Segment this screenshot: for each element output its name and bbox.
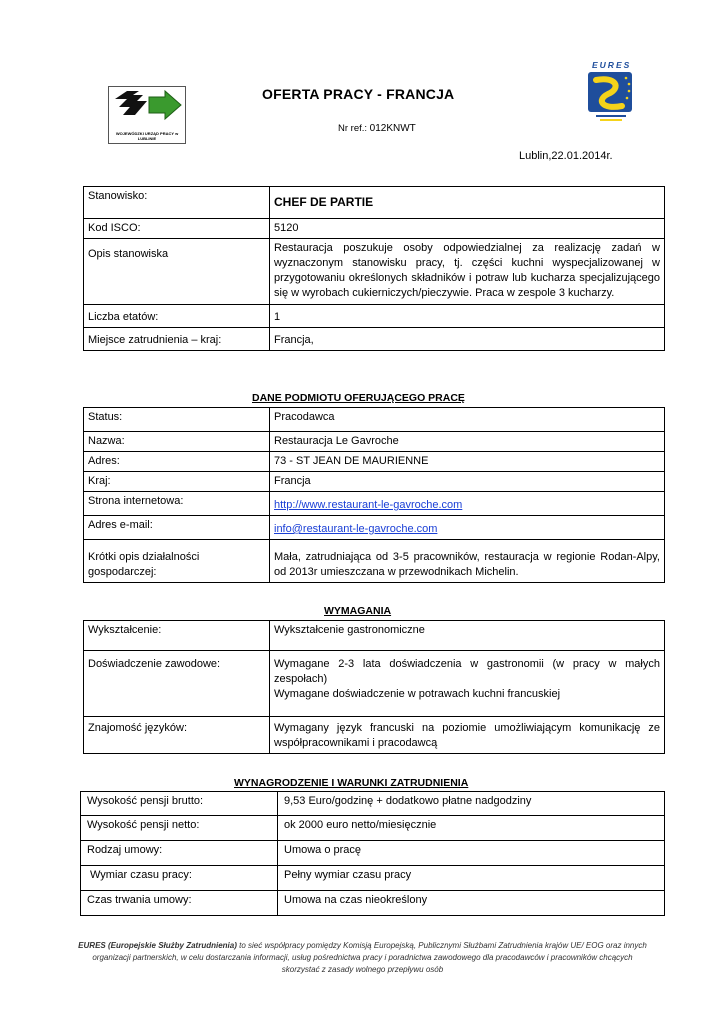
- label-cell: Kraj:: [84, 472, 270, 492]
- label-cell: Wykształcenie:: [84, 621, 270, 651]
- label-cell: Strona internetowa:: [84, 492, 270, 516]
- table-row: [84, 408, 665, 432]
- wup-lublin-logo: [108, 86, 186, 144]
- eures-wordmark: EURES: [592, 60, 632, 70]
- position-table: [83, 186, 665, 351]
- footer-note: [75, 940, 650, 976]
- value-cell: 73 - ST JEAN DE MAURIENNE: [270, 452, 665, 472]
- table-row: [81, 816, 665, 841]
- website-link[interactable]: http://www.restaurant-le-gavroche.com: [274, 499, 463, 511]
- value-cell: [270, 492, 665, 516]
- label-cell: Nazwa:: [84, 432, 270, 452]
- label-cell: Opis stanowiska: [84, 239, 270, 305]
- table-row: [84, 432, 665, 452]
- table-row: [84, 187, 665, 219]
- table-row: [84, 651, 665, 717]
- salary-section-title: WYNAGRODZENIE I WARUNKI ZATRUDNIENIA: [234, 777, 469, 789]
- label-cell: Czas trwania umowy:: [81, 891, 278, 916]
- value-cell: Mała, zatrudniająca od 3-5 pracowników, restauracja w regionie Rodan-Alpy, od 2013r umieszczana w przewodnikach Michelin.: [270, 540, 665, 583]
- value-cell: Wymagany język francuski na poziomie umożliwiającym komunikację ze współpracownikami i pracodawcą: [270, 717, 665, 754]
- email-link[interactable]: info@restaurant-le-gavroche.com: [274, 523, 438, 535]
- table-row: [84, 717, 665, 754]
- value-cell: Restauracja poszukuje osoby odpowiedzialnej za realizację zadań w wyznaczonym stanowisku pracy, tj. części kuchni wyspecjalizowanej w przygotowaniu określonych składników i potraw lub kucharza specjalizującego się w wyrobach cukierniczych/pieczywie. Praca w zespole 3 kucharzy.: [270, 239, 665, 305]
- experience-text: Wymagane 2-3 lata doświadczenia w gastronomii (w pracy w małych zespołach): [274, 658, 660, 685]
- value-cell: [270, 651, 665, 717]
- table-row: [84, 540, 665, 583]
- label-cell: Wysokość pensji netto:: [81, 816, 278, 841]
- table-row: [84, 452, 665, 472]
- table-row: [81, 891, 665, 916]
- value-cell: Restauracja Le Gavroche: [270, 432, 665, 452]
- requirements-table: [83, 620, 665, 754]
- arrow-logo-icon: [109, 87, 185, 127]
- page-title: OFERTA PRACY - FRANCJA: [262, 86, 455, 102]
- value-cell: Pracodawca: [270, 408, 665, 432]
- label-cell: Wysokość pensji brutto:: [81, 792, 278, 816]
- employer-table: [83, 407, 665, 583]
- label-cell: Miejsce zatrudnienia – kraj:: [84, 328, 270, 351]
- value-cell: ok 2000 euro netto/miesięcznie: [278, 816, 665, 841]
- experience-text-2: Wymagane doświadczenie w potrawach kuchni francuskiej: [274, 688, 561, 700]
- table-row: [81, 866, 665, 891]
- label-cell: Status:: [84, 408, 270, 432]
- eures-emblem-icon: [582, 70, 638, 122]
- footer-bold: EURES (Europejskie Służby Zatrudnienia): [78, 941, 237, 950]
- table-row: [84, 472, 665, 492]
- salary-table: [80, 791, 665, 916]
- value-cell: Francja: [270, 472, 665, 492]
- value-cell: Umowa na czas nieokreślony: [278, 891, 665, 916]
- label-cell: Wymiar czasu pracy:: [81, 866, 278, 891]
- table-row: [84, 328, 665, 351]
- table-row: [84, 219, 665, 239]
- value-cell: Francja,: [270, 328, 665, 351]
- label-cell: Krótki opis działalności gospodarczej:: [84, 540, 270, 583]
- label-cell: Doświadczenie zawodowe:: [84, 651, 270, 717]
- label-cell: Stanowisko:: [84, 187, 270, 219]
- table-row: [84, 516, 665, 540]
- footer-text: to sieć współpracy pomiędzy Komisją Europejską, Publicznymi Służbami Zatrudnienia krajów UE/ EOG oraz innych organizacji partnerskich, w celu dostarczania informacji, usług pośrednictwa pracy i poradnictwa zawodowego dla pracodawców i pracowników chcących skorzystać z zasady wolnego przepływu osób: [92, 941, 647, 974]
- value-cell: Pełny wymiar czasu pracy: [278, 866, 665, 891]
- value-cell: Umowa o pracę: [278, 841, 665, 866]
- value-cell: Wykształcenie gastronomiczne: [270, 621, 665, 651]
- label-cell: Adres:: [84, 452, 270, 472]
- reference-number: [338, 123, 416, 134]
- requirements-section-title: WYMAGANIA: [324, 605, 392, 617]
- table-row: [84, 305, 665, 328]
- table-row: [84, 621, 665, 651]
- table-row: [84, 492, 665, 516]
- label-cell: Znajomość języków:: [84, 717, 270, 754]
- employer-section-title: DANE PODMIOTU OFERUJĄCEGO PRACĘ: [252, 392, 465, 404]
- table-row: [84, 239, 665, 305]
- label-cell: Kod ISCO:: [84, 219, 270, 239]
- reference-value: 012KNWT: [369, 123, 416, 134]
- value-cell: 1: [270, 305, 665, 328]
- city-date: Lublin,22.01.2014r.: [519, 150, 613, 162]
- reference-label: Nr ref.:: [338, 123, 370, 134]
- eures-logo: [582, 60, 638, 122]
- job-title: CHEF DE PARTIE: [270, 187, 665, 219]
- logo-left-caption: WOJEWÓDZKI URZĄD PRACY w LUBLINIE: [115, 131, 179, 141]
- label-cell: Rodzaj umowy:: [81, 841, 278, 866]
- value-cell: [270, 516, 665, 540]
- table-row: [81, 841, 665, 866]
- label-cell: Liczba etatów:: [84, 305, 270, 328]
- table-row: [81, 792, 665, 816]
- label-cell: Adres e-mail:: [84, 516, 270, 540]
- value-cell: 5120: [270, 219, 665, 239]
- value-cell: 9,53 Euro/godzinę + dodatkowo płatne nadgodziny: [278, 792, 665, 816]
